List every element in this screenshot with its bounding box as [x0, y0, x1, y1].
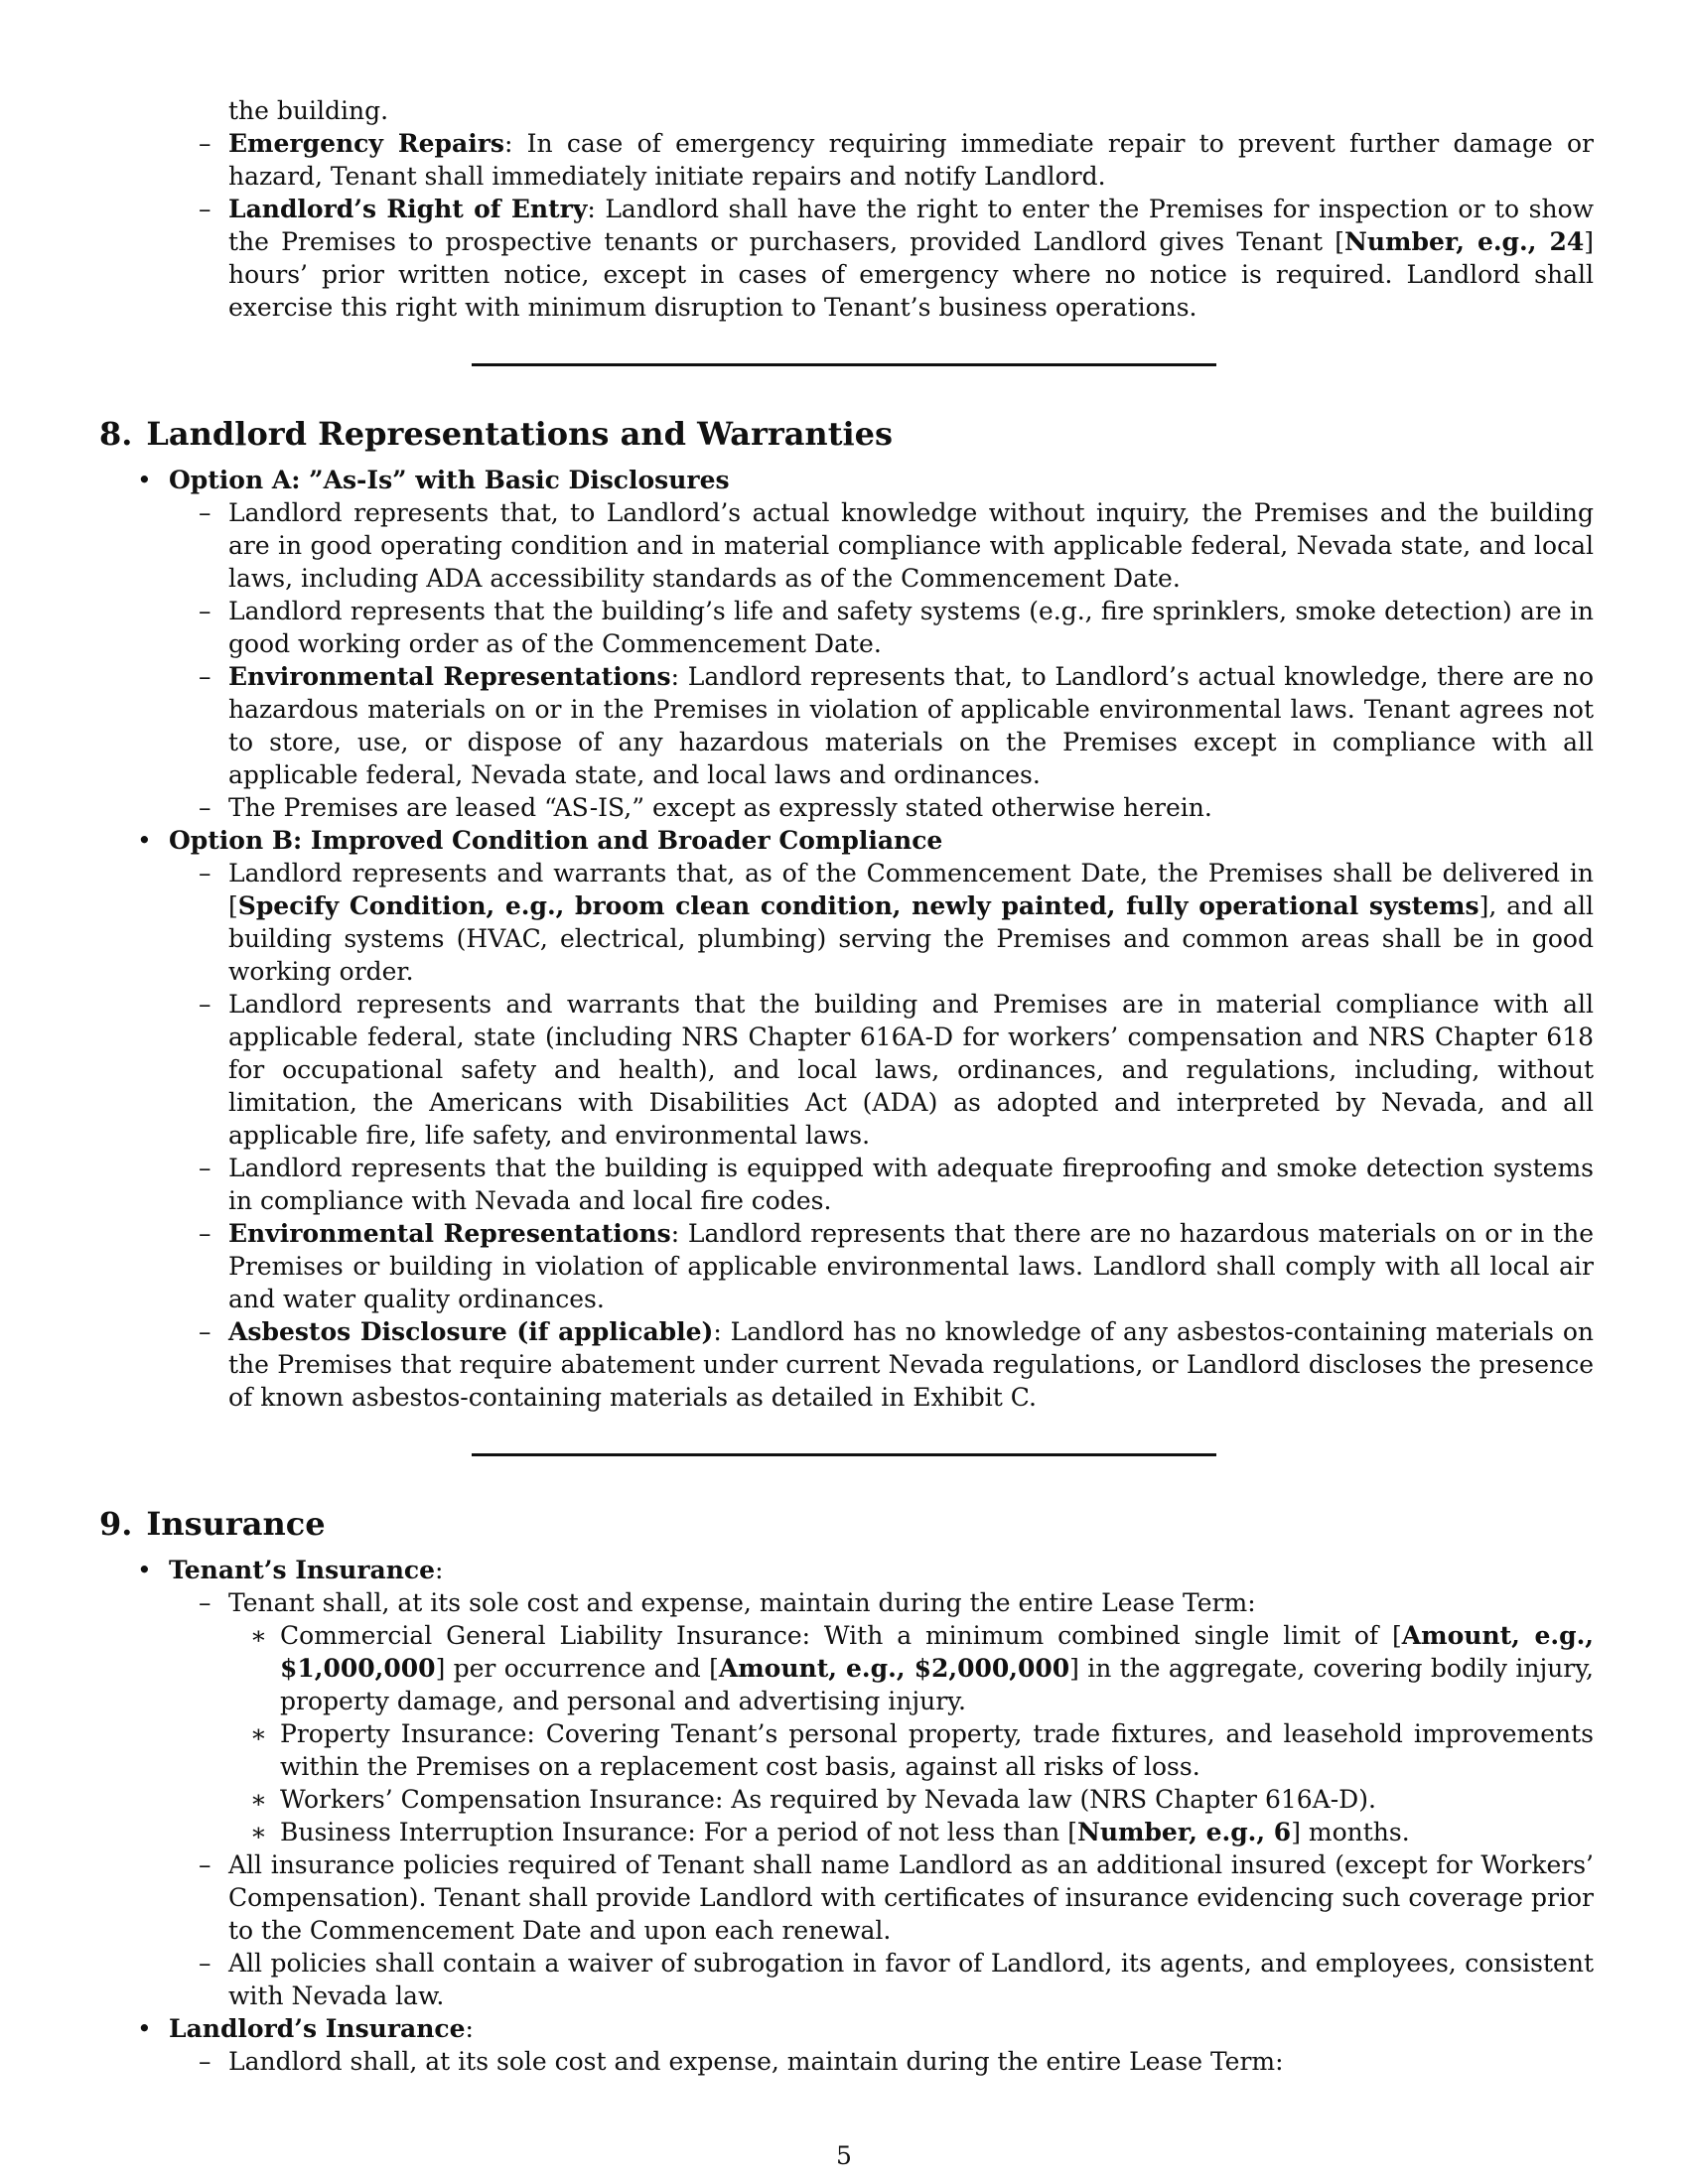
list-item-landlord-intro: – Landlord shall, at its sole cost and expense, maintain during the entire Lease Term: [199, 2047, 1284, 2076]
section-7-list [99, 127, 1594, 324]
dash-marker: – [199, 662, 211, 691]
dash-marker: – [199, 990, 211, 1019]
option-a-heading: • Option A: ”As-Is” with Basic Disclosures [137, 466, 730, 494]
dash-marker: – [199, 195, 211, 223]
star-marker: ∗ [250, 1818, 267, 1846]
dash-marker: – [199, 498, 211, 527]
placeholder-aggregate-amount: Amount, e.g., $2,000,000 [718, 1654, 1070, 1683]
term-right-of-entry: Landlord’s Right of Entry [228, 195, 588, 223]
section-heading-9: 9. Insurance [99, 1505, 326, 1543]
list-item-additional-insured: – All insurance policies required of Tenant shall name Landlord as an additional insured (except for Workers’ Compensation). Tenant shall provide Landlord with certificates of insurance evidencing such coverage prior to the Commencement Date and upon each renewal. [199, 1850, 1594, 1945]
bullet-marker: • [137, 2014, 152, 2043]
list-item-fireproofing: – Landlord represents that the building is equipped with adequate fireproofing and smoke detection systems in compliance with Nevada and local fire codes. [199, 1154, 1594, 1215]
section-heading-8: 8. Landlord Representations and Warranties [99, 415, 893, 453]
list-item-cgl: ∗ Commercial General Liability Insurance: With a minimum combined single limit of [Amount, e.g., $1,000,000] per occurrence and [Amount, e.g., $2,000,000] in the aggregate, covering bodily injury, property damage, and personal and advertising injury. [250, 1621, 1594, 1715]
section-divider [472, 363, 1216, 366]
dash-marker: – [199, 1317, 211, 1346]
dash-marker: – [199, 1949, 211, 1978]
dash-marker: – [199, 2047, 211, 2076]
list-item-environmental-a: – Environmental Representations: Landlord represents that, to Landlord’s actual knowledge, there are no hazardous materials on or in the Premises in violation of applicable environmental laws. Tenant agrees not to store, use, or dispose of any hazardous materials on the Premises except in compliance with all applicable federal, Nevada state, and local laws and ordinances. [199, 662, 1594, 789]
list-item-business-interruption: ∗ Business Interruption Insurance: For a period of not less than [Number, e.g., 6] months. [250, 1818, 1410, 1846]
placeholder-occurrence-amount: Amount, e.g., $1,000,000 [280, 1621, 1594, 1683]
list-item-right-of-entry: – Landlord’s Right of Entry: Landlord shall have the right to enter the Premises for inspection or to show the Premises to prospective tenants or purchasers, provided Landlord gives Tenant [Number, e.g., 24] hours’ prior written notice, except in cases of emergency where no notice is required. Landlord shall exercise this right with minimum disruption to Tenant’s business operations. [199, 195, 1595, 322]
dash-marker: – [199, 597, 211, 625]
list-item-emergency-repairs: – Emergency Repairs: In case of emergency requiring immediate repair to prevent further damage or hazard, Tenant shall immediately initiate repairs and notify Landlord. [199, 129, 1594, 191]
page-number: 5 [836, 2141, 852, 2170]
bullet-marker: • [137, 826, 152, 855]
list-item-property-insurance: ∗ Property Insurance: Covering Tenant’s personal property, trade fixtures, and leasehold improvements within the Premises on a replacement cost basis, against all risks of loss. [250, 1719, 1594, 1781]
star-marker: ∗ [250, 1785, 267, 1814]
dash-marker: – [199, 793, 211, 822]
landlord-insurance-heading: • Landlord’s Insurance: [137, 2014, 474, 2043]
placeholder-notice-hours: Number, e.g., 24 [1344, 227, 1585, 256]
continued-text: the building. [228, 96, 389, 125]
list-item-as-is: – The Premises are leased “AS-IS,” except as expressly stated otherwise herein. [199, 793, 1212, 822]
dash-marker: – [199, 129, 211, 158]
list-item-compliance: – Landlord represents and warrants that the building and Premises are in material compliance with all applicable federal, state (including NRS Chapter 616A-D for workers’ compensation and NRS Chapter 618 for occupational safety and health), and local laws, ordinances, and regulations, including, without limitation, the Americans with Disabilities Act (ADA) as adopted and interpreted by Nevada, and all applicable fire, life safety, and environmental laws. [199, 990, 1594, 1150]
list-item-workers-comp: ∗ Workers’ Compensation Insurance: As required by Nevada law (NRS Chapter 616A-D). [250, 1785, 1376, 1814]
list-item-life-safety: – Landlord represents that the building’s life and safety systems (e.g., fire sprinklers, smoke detection) are in good working order as of the Commencement Date. [199, 597, 1594, 658]
dash-marker: – [199, 1154, 211, 1182]
dash-marker: – [199, 859, 211, 887]
dash-marker: – [199, 1219, 211, 1248]
dash-marker: – [199, 1850, 211, 1879]
bullet-marker: • [137, 466, 152, 494]
placeholder-months: Number, e.g., 6 [1076, 1818, 1292, 1846]
list-item-tenant-intro: – Tenant shall, at its sole cost and expense, maintain during the entire Lease Term: [199, 1588, 1256, 1617]
section-divider [472, 1453, 1216, 1456]
section-9-list [99, 1554, 1594, 2078]
term-emergency-repairs: Emergency Repairs [228, 129, 504, 158]
star-marker: ∗ [250, 1719, 267, 1748]
list-item-delivery-condition: – Landlord represents and warrants that, as of the Commencement Date, the Premises shall be delivered in [Specify Condition, e.g., broom clean condition, newly painted, fully operational systems], and all building systems (HVAC, electrical, plumbing) serving the Premises and common areas shall be in good working order. [199, 859, 1595, 986]
document-page [99, 94, 1594, 2078]
list-item-environmental-b: – Environmental Representations: Landlord represents that there are no hazardous materials on or in the Premises or building in violation of applicable environmental laws. Landlord shall comply with all local air and water quality ordinances. [199, 1219, 1595, 1313]
option-b-heading: • Option B: Improved Condition and Broader Compliance [137, 826, 943, 855]
placeholder-condition: Specify Condition, e.g., broom clean condition, newly painted, fully operational systems [237, 891, 1479, 920]
star-marker: ∗ [250, 1621, 267, 1650]
list-item-waiver: – All policies shall contain a waiver of subrogation in favor of Landlord, its agents, and employees, consistent with Nevada law. [199, 1949, 1594, 2010]
tenant-insurance-heading: • Tenant’s Insurance: [137, 1556, 444, 1584]
bullet-marker: • [137, 1556, 152, 1584]
section-8-list [99, 464, 1594, 1414]
list-item-asbestos: – Asbestos Disclosure (if applicable): Landlord has no knowledge of any asbestos-containing materials on the Premises that require abatement under current Nevada regulations, or Landlord discloses the presence of known asbestos-containing materials as detailed in Exhibit C. [199, 1317, 1595, 1412]
dash-marker: – [199, 1588, 211, 1617]
list-item-operating-condition: – Landlord represents that, to Landlord’s actual knowledge without inquiry, the Premises and the building are in good operating condition and in material compliance with applicable federal, Nevada state, and local laws, including ADA accessibility standards as of the Commencement Date. [199, 498, 1594, 593]
